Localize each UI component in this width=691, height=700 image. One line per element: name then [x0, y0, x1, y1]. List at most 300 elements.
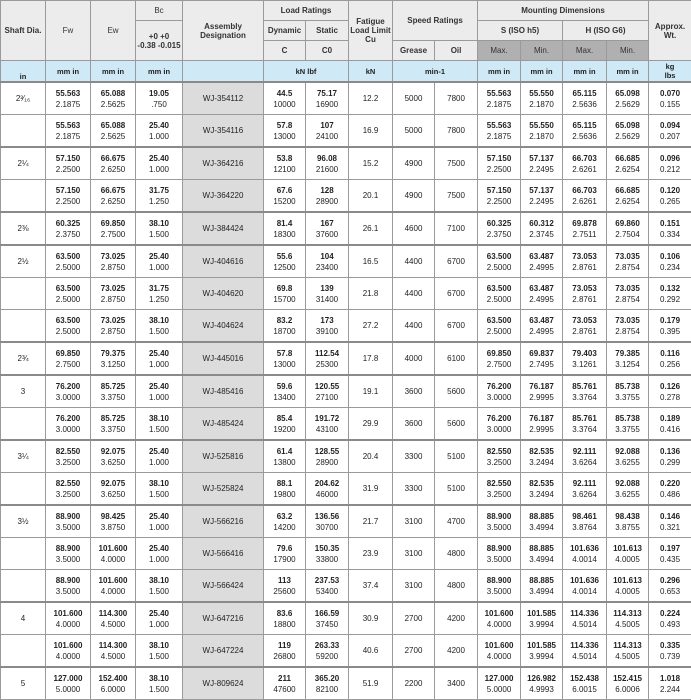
h-min-cell — [607, 602, 649, 635]
fw-cell — [46, 342, 91, 375]
s-min-cell-primary: 88.885 — [521, 544, 562, 553]
bc-cell-secondary: .750 — [136, 100, 182, 109]
fatigue-limit-cell: 37.4 — [349, 570, 393, 603]
header-ew: Ew — [91, 1, 136, 61]
h-max-cell-secondary: 2.6261 — [563, 165, 606, 174]
s-max-cell-primary: 101.600 — [478, 609, 520, 618]
ew-cell — [91, 408, 136, 441]
s-max-cell — [478, 115, 521, 148]
h-min-cell — [607, 180, 649, 213]
bc-cell-secondary: 1.000 — [136, 620, 182, 629]
fw-cell-secondary: 2.5000 — [46, 295, 90, 304]
dynamic-load-cell-primary: 63.2 — [264, 512, 305, 521]
weight-cell-secondary: 0.207 — [649, 132, 691, 141]
h-min-cell-secondary: 6.0006 — [607, 685, 648, 694]
dynamic-load-cell — [264, 408, 306, 441]
ew-cell-primary: 69.850 — [91, 219, 135, 228]
s-min-cell — [521, 473, 563, 506]
s-min-cell-secondary: 3.4994 — [521, 523, 562, 532]
h-max-cell-secondary: 4.5014 — [563, 620, 606, 629]
table-row — [1, 375, 691, 408]
weight-cell-secondary: 0.493 — [649, 620, 691, 629]
fw-cell — [46, 375, 91, 408]
static-load-cell — [306, 570, 349, 603]
bc-cell-primary: 38.10 — [136, 576, 182, 585]
header-grease: Grease — [393, 41, 435, 61]
s-max-cell-primary: 82.550 — [478, 479, 520, 488]
assembly-designation-cell: WJ-647224 — [183, 635, 264, 668]
units-row — [1, 61, 691, 83]
fatigue-limit-cell: 29.9 — [349, 408, 393, 441]
shaft-dia-cell: 2¾ — [1, 342, 46, 375]
s-max-cell — [478, 505, 521, 538]
shaft-dia-cell: 2⅜ — [1, 212, 46, 245]
s-min-cell-secondary: 2.2495 — [521, 197, 562, 206]
bc-cell-primary: 25.40 — [136, 252, 182, 261]
header-c0: C0 — [306, 41, 349, 61]
shaft-dia-cell: 3 — [1, 375, 46, 408]
s-min-cell-primary: 76.187 — [521, 414, 562, 423]
grease-speed-cell: 3300 — [393, 473, 435, 506]
s-max-cell-primary: 82.550 — [478, 447, 520, 456]
weight-cell — [649, 473, 691, 506]
shaft-dia-cell — [1, 635, 46, 668]
header-assembly-designation: Assembly Designation — [183, 1, 264, 61]
assembly-designation-cell: WJ-647216 — [183, 602, 264, 635]
ew-cell-secondary: 3.3750 — [91, 425, 135, 434]
h-max-cell-primary: 101.636 — [563, 544, 606, 553]
unit-s-max: mm in — [478, 61, 521, 83]
h-max-cell-primary: 73.053 — [563, 284, 606, 293]
bc-cell-secondary: 1.250 — [136, 197, 182, 206]
ew-cell — [91, 115, 136, 148]
header-static: Static — [306, 21, 349, 41]
fw-cell-secondary: 2.3750 — [46, 230, 90, 239]
h-min-cell-primary: 73.035 — [607, 252, 648, 261]
dynamic-load-cell — [264, 375, 306, 408]
ew-cell-secondary: 2.6250 — [91, 165, 135, 174]
s-min-cell-secondary: 4.9993 — [521, 685, 562, 694]
dynamic-load-cell — [264, 635, 306, 668]
ew-cell — [91, 440, 136, 473]
static-load-cell-primary: 104 — [306, 252, 348, 261]
weight-cell-secondary: 0.265 — [649, 197, 691, 206]
weight-cell-secondary: 0.395 — [649, 327, 691, 336]
fatigue-limit-cell: 21.8 — [349, 278, 393, 310]
s-max-cell — [478, 408, 521, 441]
weight-cell-secondary: 0.435 — [649, 555, 691, 564]
ew-cell — [91, 570, 136, 603]
dynamic-load-cell-secondary: 26800 — [264, 652, 305, 661]
oil-speed-cell: 7500 — [435, 180, 478, 213]
dynamic-load-cell-primary: 113 — [264, 576, 305, 585]
static-load-cell — [306, 342, 349, 375]
static-load-cell-secondary: 27100 — [306, 393, 348, 402]
static-load-cell-secondary: 46000 — [306, 490, 348, 499]
s-min-cell-primary: 82.535 — [521, 447, 562, 456]
h-max-cell — [563, 473, 607, 506]
grease-speed-cell: 4400 — [393, 245, 435, 278]
bc-cell-secondary: 1.500 — [136, 685, 182, 694]
oil-speed-cell: 7800 — [435, 82, 478, 115]
bc-cell-secondary: 1.000 — [136, 555, 182, 564]
static-load-cell — [306, 278, 349, 310]
weight-cell-primary: 0.146 — [649, 512, 691, 521]
header-h-min: Min. — [607, 41, 649, 61]
dynamic-load-cell-secondary: 10000 — [264, 100, 305, 109]
static-load-cell-primary: 263.33 — [306, 641, 348, 650]
h-min-cell-primary: 73.035 — [607, 316, 648, 325]
s-max-cell-secondary: 3.2500 — [478, 458, 520, 467]
assembly-designation-cell: WJ-384424 — [183, 212, 264, 245]
s-max-cell-secondary: 5.0000 — [478, 685, 520, 694]
s-max-cell-secondary: 2.7500 — [478, 360, 520, 369]
bc-cell-secondary: 1.500 — [136, 230, 182, 239]
fw-cell — [46, 667, 91, 700]
h-min-cell-primary: 66.685 — [607, 154, 648, 163]
s-max-cell-primary: 60.325 — [478, 219, 520, 228]
static-load-cell — [306, 310, 349, 343]
static-load-cell — [306, 245, 349, 278]
bc-cell — [136, 602, 183, 635]
unit-bc: mm in — [136, 61, 183, 83]
s-max-cell — [478, 538, 521, 570]
static-load-cell-primary: 75.17 — [306, 89, 348, 98]
ew-cell — [91, 538, 136, 570]
bc-cell-secondary: 1.000 — [136, 263, 182, 272]
dynamic-load-cell — [264, 570, 306, 603]
h-max-cell — [563, 147, 607, 180]
bc-cell — [136, 82, 183, 115]
ew-cell-secondary: 3.8750 — [91, 523, 135, 532]
s-min-cell-secondary: 2.9995 — [521, 393, 562, 402]
shaft-dia-cell — [1, 115, 46, 148]
h-max-cell-secondary: 4.0014 — [563, 555, 606, 564]
ew-cell-secondary: 3.1250 — [91, 360, 135, 369]
fw-cell-secondary: 3.0000 — [46, 393, 90, 402]
assembly-designation-cell: WJ-485416 — [183, 375, 264, 408]
fw-cell — [46, 147, 91, 180]
ew-cell — [91, 212, 136, 245]
bc-cell-primary: 25.40 — [136, 544, 182, 553]
s-min-cell-secondary: 2.3745 — [521, 230, 562, 239]
h-min-cell-primary: 92.088 — [607, 447, 648, 456]
ew-cell-secondary: 2.8750 — [91, 327, 135, 336]
header-s-iso-h5: S (ISO h5) — [478, 21, 563, 41]
s-max-cell — [478, 180, 521, 213]
bc-cell-primary: 38.10 — [136, 414, 182, 423]
static-load-cell-primary: 167 — [306, 219, 348, 228]
fw-cell-secondary: 2.2500 — [46, 197, 90, 206]
fw-cell-primary: 63.500 — [46, 284, 90, 293]
weight-cell-primary: 0.070 — [649, 89, 691, 98]
weight-cell-secondary: 0.416 — [649, 425, 691, 434]
header-bc-tolerance — [136, 21, 183, 61]
fw-cell-primary: 88.900 — [46, 544, 90, 553]
dynamic-load-cell-primary: 88.1 — [264, 479, 305, 488]
bc-cell — [136, 245, 183, 278]
s-min-cell — [521, 278, 563, 310]
static-load-cell-secondary: 31400 — [306, 295, 348, 304]
static-load-cell-primary: 120.55 — [306, 382, 348, 391]
dynamic-load-cell-primary: 57.8 — [264, 349, 305, 358]
static-load-cell — [306, 115, 349, 148]
h-max-cell-secondary: 3.6264 — [563, 490, 606, 499]
s-min-cell-primary: 63.487 — [521, 316, 562, 325]
h-max-cell — [563, 538, 607, 570]
ew-cell-primary: 101.600 — [91, 544, 135, 553]
fw-cell-secondary: 4.0000 — [46, 620, 90, 629]
ew-cell-primary: 66.675 — [91, 154, 135, 163]
s-max-cell — [478, 440, 521, 473]
s-min-cell-primary: 88.885 — [521, 576, 562, 585]
weight-cell-primary: 0.335 — [649, 641, 691, 650]
static-load-cell-secondary: 16900 — [306, 100, 348, 109]
weight-cell — [649, 147, 691, 180]
h-max-cell-primary: 85.761 — [563, 382, 606, 391]
h-max-cell — [563, 375, 607, 408]
static-load-cell — [306, 212, 349, 245]
static-load-cell-primary: 191.72 — [306, 414, 348, 423]
ew-cell-primary: 152.400 — [91, 674, 135, 683]
oil-speed-cell: 5600 — [435, 408, 478, 441]
oil-speed-cell: 7800 — [435, 115, 478, 148]
ew-cell-primary: 73.025 — [91, 284, 135, 293]
h-min-cell-primary: 101.613 — [607, 544, 648, 553]
ew-cell-primary: 66.675 — [91, 186, 135, 195]
h-max-cell-primary: 65.115 — [563, 89, 606, 98]
fw-cell — [46, 82, 91, 115]
weight-cell — [649, 180, 691, 213]
s-min-cell — [521, 440, 563, 473]
ew-cell-secondary: 4.0000 — [91, 587, 135, 596]
weight-cell — [649, 82, 691, 115]
static-load-cell-secondary: 37600 — [306, 230, 348, 239]
dynamic-load-cell — [264, 212, 306, 245]
fw-cell-primary: 76.200 — [46, 382, 90, 391]
s-min-cell-secondary: 3.2494 — [521, 490, 562, 499]
ew-cell-primary: 101.600 — [91, 576, 135, 585]
ew-cell-primary: 98.425 — [91, 512, 135, 521]
shaft-dia-cell — [1, 570, 46, 603]
ew-cell-primary: 65.088 — [91, 89, 135, 98]
weight-cell-primary: 0.116 — [649, 349, 691, 358]
ew-cell — [91, 602, 136, 635]
grease-speed-cell: 4900 — [393, 147, 435, 180]
h-max-cell — [563, 245, 607, 278]
h-min-cell-secondary: 4.5005 — [607, 620, 648, 629]
weight-cell-secondary: 2.244 — [649, 685, 691, 694]
static-load-cell-secondary: 25300 — [306, 360, 348, 369]
weight-cell — [649, 440, 691, 473]
bc-cell-primary: 25.40 — [136, 349, 182, 358]
weight-cell-primary: 0.096 — [649, 154, 691, 163]
static-load-cell — [306, 667, 349, 700]
ew-cell — [91, 310, 136, 343]
weight-cell — [649, 570, 691, 603]
fatigue-limit-cell: 51.9 — [349, 667, 393, 700]
grease-speed-cell: 2700 — [393, 635, 435, 668]
dynamic-load-cell-primary: 69.8 — [264, 284, 305, 293]
shaft-dia-cell — [1, 538, 46, 570]
static-load-cell-secondary: 39100 — [306, 327, 348, 336]
fatigue-limit-cell: 31.9 — [349, 473, 393, 506]
weight-cell-primary: 0.126 — [649, 382, 691, 391]
h-max-cell — [563, 570, 607, 603]
s-max-cell-primary: 127.000 — [478, 674, 520, 683]
fw-cell-secondary: 4.0000 — [46, 652, 90, 661]
static-load-cell-primary: 112.54 — [306, 349, 348, 358]
s-max-cell — [478, 245, 521, 278]
grease-speed-cell: 4000 — [393, 342, 435, 375]
weight-cell-secondary: 0.739 — [649, 652, 691, 661]
s-max-cell — [478, 278, 521, 310]
dynamic-load-cell-primary: 53.8 — [264, 154, 305, 163]
fatigue-limit-cell: 16.9 — [349, 115, 393, 148]
bc-cell — [136, 342, 183, 375]
bc-cell-primary: 25.40 — [136, 512, 182, 521]
fw-cell-secondary: 3.5000 — [46, 587, 90, 596]
bc-cell-primary: 38.10 — [136, 674, 182, 683]
s-max-cell-secondary: 3.5000 — [478, 555, 520, 564]
static-load-cell-secondary: 43100 — [306, 425, 348, 434]
s-min-cell — [521, 570, 563, 603]
s-min-cell-primary: 63.487 — [521, 284, 562, 293]
fatigue-limit-cell: 27.2 — [349, 310, 393, 343]
assembly-designation-cell: WJ-485424 — [183, 408, 264, 441]
s-min-cell-primary: 126.982 — [521, 674, 562, 683]
assembly-designation-cell: WJ-364220 — [183, 180, 264, 213]
weight-cell-secondary: 0.486 — [649, 490, 691, 499]
oil-speed-cell: 5600 — [435, 375, 478, 408]
h-min-cell-primary: 85.738 — [607, 382, 648, 391]
h-min-cell-primary: 85.738 — [607, 414, 648, 423]
s-min-cell — [521, 115, 563, 148]
fw-cell-secondary: 2.5000 — [46, 263, 90, 272]
s-min-cell-primary: 88.885 — [521, 512, 562, 521]
fw-cell-secondary: 2.1875 — [46, 132, 90, 141]
table-header — [1, 1, 691, 83]
header-c: C — [264, 41, 306, 61]
bc-cell-primary: 25.40 — [136, 154, 182, 163]
fw-cell — [46, 473, 91, 506]
fatigue-limit-cell: 20.1 — [349, 180, 393, 213]
fw-cell-primary: 76.200 — [46, 414, 90, 423]
assembly-designation-cell: WJ-354116 — [183, 115, 264, 148]
ew-cell-secondary: 2.6250 — [91, 197, 135, 206]
s-min-cell — [521, 310, 563, 343]
h-min-cell-secondary: 2.8754 — [607, 327, 648, 336]
oil-speed-cell: 4800 — [435, 570, 478, 603]
s-min-cell-secondary: 3.4994 — [521, 587, 562, 596]
ew-cell-secondary: 4.0000 — [91, 555, 135, 564]
h-min-cell-primary: 152.415 — [607, 674, 648, 683]
dynamic-load-cell-secondary: 13800 — [264, 458, 305, 467]
s-min-cell-primary: 76.187 — [521, 382, 562, 391]
ew-cell — [91, 667, 136, 700]
table-row — [1, 212, 691, 245]
h-max-cell-secondary: 3.8764 — [563, 523, 606, 532]
assembly-designation-cell: WJ-404620 — [183, 278, 264, 310]
table-row — [1, 602, 691, 635]
table-row — [1, 538, 691, 570]
weight-cell-primary: 0.220 — [649, 479, 691, 488]
weight-cell-primary: 0.224 — [649, 609, 691, 618]
h-min-cell — [607, 538, 649, 570]
header-shaft-dia: Shaft Dia. — [1, 1, 46, 61]
h-min-cell-secondary: 2.6254 — [607, 165, 648, 174]
h-min-cell-primary: 98.438 — [607, 512, 648, 521]
ew-cell — [91, 635, 136, 668]
table-row — [1, 473, 691, 506]
h-max-cell-secondary: 4.5014 — [563, 652, 606, 661]
h-min-cell — [607, 570, 649, 603]
static-load-cell — [306, 473, 349, 506]
static-load-cell — [306, 635, 349, 668]
shaft-dia-cell: 3½ — [1, 505, 46, 538]
table-row — [1, 342, 691, 375]
shaft-dia-cell: 2¼ — [1, 147, 46, 180]
h-min-cell — [607, 147, 649, 180]
header-fatigue-load-limit: Fatigue Load Limit Cu — [349, 1, 393, 61]
unit-assembly — [183, 61, 264, 83]
h-min-cell — [607, 212, 649, 245]
assembly-designation-cell: WJ-445016 — [183, 342, 264, 375]
static-load-cell-secondary: 53400 — [306, 587, 348, 596]
h-max-cell-primary: 101.636 — [563, 576, 606, 585]
s-max-cell-secondary: 2.5000 — [478, 295, 520, 304]
ew-cell-primary: 92.075 — [91, 479, 135, 488]
h-min-cell-secondary: 4.5005 — [607, 652, 648, 661]
static-load-cell-secondary: 24100 — [306, 132, 348, 141]
ew-cell-secondary: 2.8750 — [91, 295, 135, 304]
h-max-cell-primary: 114.336 — [563, 609, 606, 618]
h-max-cell-primary: 69.878 — [563, 219, 606, 228]
grease-speed-cell: 4400 — [393, 278, 435, 310]
grease-speed-cell: 3100 — [393, 505, 435, 538]
static-load-cell-secondary: 37450 — [306, 620, 348, 629]
table-row — [1, 505, 691, 538]
s-min-cell-primary: 60.312 — [521, 219, 562, 228]
assembly-designation-cell: WJ-566216 — [183, 505, 264, 538]
oil-speed-cell: 4200 — [435, 602, 478, 635]
fw-cell-primary: 57.150 — [46, 186, 90, 195]
static-load-cell-primary: 365.20 — [306, 674, 348, 683]
weight-cell-secondary: 0.278 — [649, 393, 691, 402]
oil-speed-cell: 6700 — [435, 278, 478, 310]
s-max-cell-primary: 63.500 — [478, 284, 520, 293]
h-min-cell-secondary: 2.5629 — [607, 100, 648, 109]
s-min-cell-primary: 57.137 — [521, 186, 562, 195]
bc-tolerance-bottom: -0.38 -0.015 — [136, 41, 182, 50]
fatigue-limit-cell: 26.1 — [349, 212, 393, 245]
s-min-cell-secondary: 3.9994 — [521, 620, 562, 629]
h-max-cell-primary: 85.761 — [563, 414, 606, 423]
table-row — [1, 147, 691, 180]
unit-wt: kg lbs — [649, 61, 691, 83]
fw-cell-secondary: 2.7500 — [46, 360, 90, 369]
h-min-cell-secondary: 4.0005 — [607, 555, 648, 564]
oil-speed-cell: 3400 — [435, 667, 478, 700]
grease-speed-cell: 3300 — [393, 440, 435, 473]
h-min-cell-primary: 79.385 — [607, 349, 648, 358]
dynamic-load-cell-secondary: 12500 — [264, 263, 305, 272]
table-row — [1, 278, 691, 310]
bc-cell-primary: 31.75 — [136, 186, 182, 195]
h-min-cell-secondary: 3.6255 — [607, 458, 648, 467]
h-max-cell — [563, 440, 607, 473]
static-load-cell — [306, 375, 349, 408]
